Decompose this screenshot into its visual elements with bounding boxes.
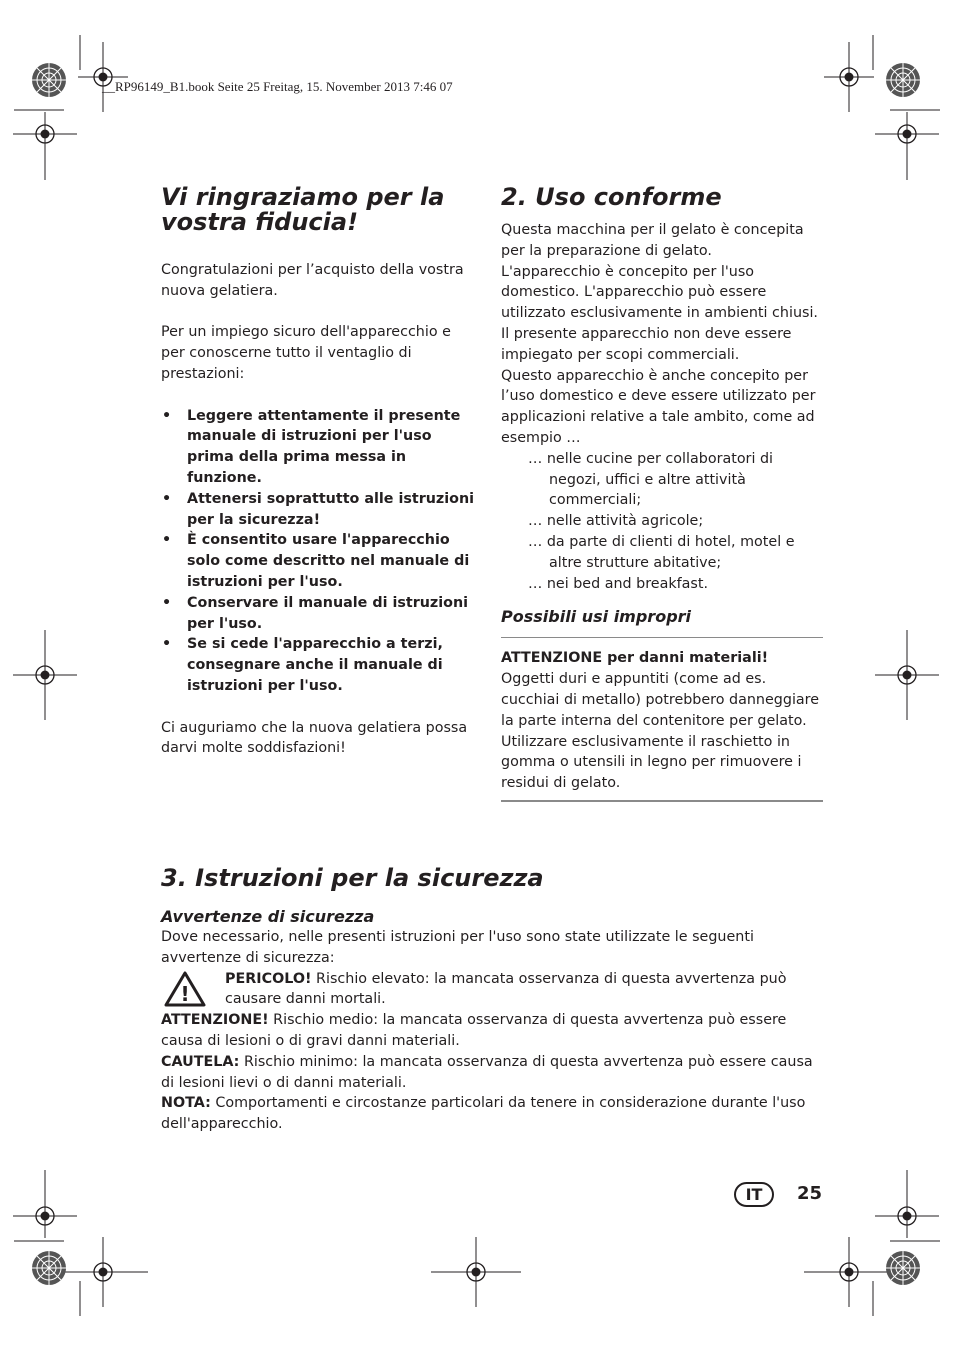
right-column xyxy=(501,185,823,802)
list-item: • È consentito usare l'apparecchio solo come descritto nel manuale di istruzioni per l'uso. xyxy=(162,532,470,590)
list-item: … nelle cucine per collaboratori di negozi, uffici e altre attività commerciali; xyxy=(528,450,774,509)
bullet-icon: • xyxy=(162,636,172,653)
bullet-icon: • xyxy=(162,532,172,549)
bullet-icon: • xyxy=(162,407,172,424)
section3-heading: 3. Istruzioni per la sicurezza xyxy=(161,864,544,892)
list-item: • Conservare il manuale di istruzioni per l'uso. xyxy=(162,594,469,632)
usage-paragraph: Questo apparecchio è anche concepito per l’uso domestico e deve essere utilizzato per applicazioni relative a tale ambito, come ad esempio … xyxy=(501,367,816,446)
bullet-icon: • xyxy=(162,490,172,507)
misuse-label: ATTENZIONE per danni materiali! xyxy=(501,650,769,667)
list-item: • Attenersi soprattutto alle istruzioni per la sicurezza! xyxy=(162,490,475,528)
congrats-paragraph: Congratulazioni per l’acquisto della vostra nuova gelatiera. xyxy=(161,262,464,299)
safety-section xyxy=(161,866,825,1135)
language-badge: IT xyxy=(734,1182,774,1207)
commercial-paragraph: Il presente apparecchio non deve essere impiegato per scopi commerciali. xyxy=(501,325,792,363)
left-column xyxy=(161,185,479,759)
closing-paragraph: Ci auguriamo che la nuova gelatiera possa darvi molte soddisfazioni! xyxy=(161,719,468,757)
misuse-rule-top xyxy=(501,637,823,638)
domestic-paragraph: L'apparecchio è concepito per l'uso domestico. L'apparecchio può essere utilizzato esclusivamente in ambienti chiusi. xyxy=(501,263,818,322)
list-item: • Leggere attentamente il presente manuale di istruzioni per l'uso prima della prima messa in funzione. xyxy=(162,407,461,486)
danger-text: PERICOLO! Rischio elevato: la mancata osservanza di questa avvertenza può causare danni mortali. xyxy=(225,970,787,1008)
instructions-list xyxy=(161,406,479,697)
examples-list xyxy=(501,449,823,595)
caution-text: CAUTELA: Rischio minimo: la mancata osservanza di questa avvertenza può essere causa di lesioni lievi o di danni materiali. xyxy=(161,1053,813,1091)
svg-text:!: ! xyxy=(180,981,190,1006)
section2-heading: 2. Uso conforme xyxy=(501,183,722,211)
thanks-heading: Vi ringraziamo per la vostra fiducia! xyxy=(161,183,445,236)
lead-in-paragraph: Per un impiego sicuro dell'apparecchio e per conoscerne tutto il ventaglio di prestazioni: xyxy=(161,324,451,382)
misuse-rule-bottom xyxy=(501,800,823,802)
purpose-paragraph: Questa macchina per il gelato è concepita per la preparazione di gelato. xyxy=(501,222,804,259)
bullet-icon: • xyxy=(162,594,172,611)
misuse-text: Oggetti duri e appuntiti (come ad es. cucchiai di metallo) potrebbero danneggiare la parte interna del contenitore per gelato. Utilizzare esclusivamente il raschietto in gomma o utensili in legno per rimuovere i residui di gelato. xyxy=(501,671,820,792)
list-item: … da parte di clienti di hotel, motel e altre strutture abitative; xyxy=(528,533,795,571)
attention-text: ATTENZIONE! Rischio medio: la mancata osservanza di questa avvertenza può essere causa di lesioni o di gravi danni materiali. xyxy=(161,1012,787,1049)
misuse-heading: Possibili usi impropri xyxy=(501,607,692,627)
print-header: __RP96149_B1.book Seite 25 Freitag, 15. November 2013 7:46 07 xyxy=(102,79,453,94)
safety-subheading: Avvertenze di sicurezza xyxy=(161,907,375,926)
safety-intro: Dove necessario, nelle presenti istruzioni per l'uso sono state utilizzate le seguenti avvertenze di sicurezza: xyxy=(161,929,754,966)
list-item: … nelle attività agricole; xyxy=(528,513,704,530)
warning-triangle-icon xyxy=(164,971,206,1007)
list-item: … nei bed and breakfast. xyxy=(528,575,709,592)
danger-warning xyxy=(161,969,825,1011)
note-text: NOTA: Comportamenti e circostanze particolari da tenere in considerazione durante l'uso dell'apparecchio. xyxy=(161,1095,806,1133)
list-item: • Se si cede l'apparecchio a terzi, consegnare anche il manuale di istruzioni per l'uso. xyxy=(162,636,443,694)
page-number: 25 xyxy=(797,1183,823,1204)
